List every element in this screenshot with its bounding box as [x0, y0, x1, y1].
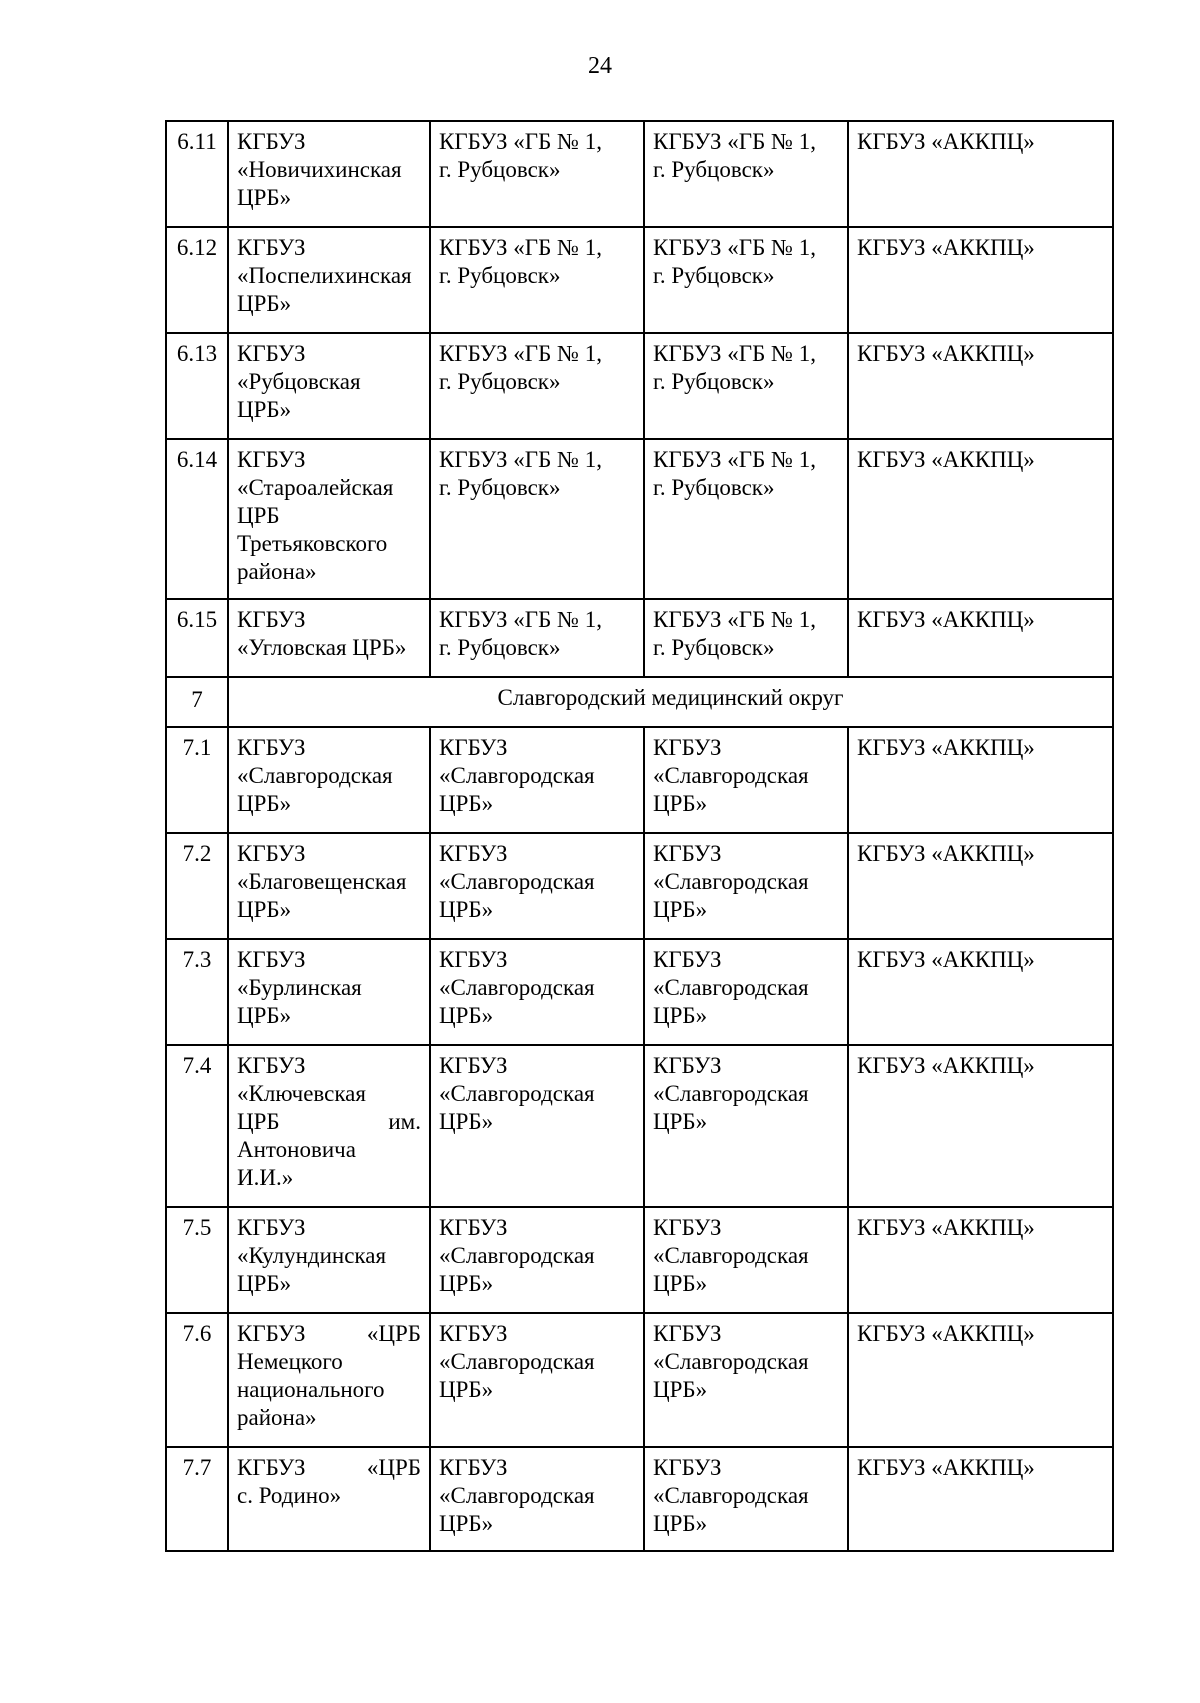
table-row	[166, 439, 1113, 599]
level-2-cell: КГБУЗ «ГБ № 1, г. Рубцовск»	[430, 599, 644, 677]
level-2-cell: КГБУЗ «Славгородская ЦРБ»	[430, 727, 644, 833]
level-3-cell: КГБУЗ «ГБ № 1, г. Рубцовск»	[644, 227, 848, 333]
level-2-cell: КГБУЗ «Славгородская ЦРБ»	[430, 1045, 644, 1207]
level-2-cell: КГБУЗ «Славгородская ЦРБ»	[430, 1313, 644, 1447]
table-row	[166, 121, 1113, 227]
perinatal-center-cell: КГБУЗ «АККПЦ»	[848, 439, 1113, 599]
row-number: 6.15	[166, 599, 228, 677]
table-row	[166, 227, 1113, 333]
table-row	[166, 727, 1113, 833]
level-2-cell: КГБУЗ «Славгородская ЦРБ»	[430, 1207, 644, 1313]
perinatal-center-cell: КГБУЗ «АККПЦ»	[848, 727, 1113, 833]
level-3-cell: КГБУЗ «Славгородская ЦРБ»	[644, 833, 848, 939]
row-number: 7.6	[166, 1313, 228, 1447]
level-3-cell: КГБУЗ «ГБ № 1, г. Рубцовск»	[644, 599, 848, 677]
institution-line: с. Родино»	[237, 1483, 342, 1508]
level-2-cell: КГБУЗ «ГБ № 1, г. Рубцовск»	[430, 439, 644, 599]
institution-cell: КГБУЗ «Благовещенская ЦРБ»	[228, 833, 430, 939]
institution-line: «Ключевская	[237, 1081, 366, 1106]
level-3-cell: КГБУЗ «Славгородская ЦРБ»	[644, 727, 848, 833]
table-row	[166, 333, 1113, 439]
level-3-cell: КГБУЗ «Славгородская ЦРБ»	[644, 1045, 848, 1207]
institution-line: Немецкого	[237, 1349, 343, 1374]
perinatal-center-cell: КГБУЗ «АККПЦ»	[848, 833, 1113, 939]
institution-line: национального	[237, 1377, 385, 1402]
institution-line: ЦРБ им.	[237, 1109, 421, 1134]
row-number: 7.3	[166, 939, 228, 1045]
level-2-cell: КГБУЗ «Славгородская ЦРБ»	[430, 833, 644, 939]
table-row	[166, 833, 1113, 939]
level-2-cell: КГБУЗ «ГБ № 1, г. Рубцовск»	[430, 333, 644, 439]
row-number: 7.2	[166, 833, 228, 939]
institution-cell	[228, 1313, 430, 1447]
institution-cell: КГБУЗ «Угловская ЦРБ»	[228, 599, 430, 677]
row-number: 6.11	[166, 121, 228, 227]
institution-cell: КГБУЗ «Староалейская ЦРБ Третьяковского района»	[228, 439, 430, 599]
perinatal-center-cell: КГБУЗ «АККПЦ»	[848, 333, 1113, 439]
level-2-cell: КГБУЗ «Славгородская ЦРБ»	[430, 939, 644, 1045]
table-row	[166, 1045, 1113, 1207]
institution-cell: КГБУЗ «Рубцовская ЦРБ»	[228, 333, 430, 439]
institution-cell	[228, 1045, 430, 1207]
perinatal-center-cell: КГБУЗ «АККПЦ»	[848, 121, 1113, 227]
page-number: 24	[588, 53, 612, 79]
level-2-cell: КГБУЗ «Славгородская ЦРБ»	[430, 1447, 644, 1551]
institution-cell: КГБУЗ «Славгородская ЦРБ»	[228, 727, 430, 833]
institution-cell: КГБУЗ «Кулундинская ЦРБ»	[228, 1207, 430, 1313]
table-row	[166, 599, 1113, 677]
perinatal-center-cell: КГБУЗ «АККПЦ»	[848, 599, 1113, 677]
level-3-cell: КГБУЗ «Славгородская ЦРБ»	[644, 1207, 848, 1313]
row-number: 7.7	[166, 1447, 228, 1551]
row-number: 7.5	[166, 1207, 228, 1313]
institution-line: Антоновича	[237, 1137, 356, 1162]
perinatal-center-cell: КГБУЗ «АККПЦ»	[848, 1313, 1113, 1447]
table-row	[166, 939, 1113, 1045]
level-3-cell: КГБУЗ «Славгородская ЦРБ»	[644, 1447, 848, 1551]
perinatal-center-cell: КГБУЗ «АККПЦ»	[848, 939, 1113, 1045]
level-3-cell: КГБУЗ «ГБ № 1, г. Рубцовск»	[644, 121, 848, 227]
perinatal-center-cell: КГБУЗ «АККПЦ»	[848, 1207, 1113, 1313]
row-number: 7.4	[166, 1045, 228, 1207]
level-3-cell: КГБУЗ «ГБ № 1, г. Рубцовск»	[644, 439, 848, 599]
institution-line: И.И.»	[237, 1165, 294, 1190]
table-row	[166, 1207, 1113, 1313]
institution-line: КГБУЗ «ЦРБ	[237, 1455, 421, 1480]
row-number: 7.1	[166, 727, 228, 833]
row-number: 6.13	[166, 333, 228, 439]
level-3-cell: КГБУЗ «Славгородская ЦРБ»	[644, 1313, 848, 1447]
institution-cell: КГБУЗ «Новичихинская ЦРБ»	[228, 121, 430, 227]
institution-line: района»	[237, 1405, 317, 1430]
table-row	[166, 1313, 1113, 1447]
institution-line: КГБУЗ «ЦРБ	[237, 1321, 421, 1346]
perinatal-center-cell: КГБУЗ «АККПЦ»	[848, 1447, 1113, 1551]
level-3-cell: КГБУЗ «Славгородская ЦРБ»	[644, 939, 848, 1045]
level-3-cell: КГБУЗ «ГБ № 1, г. Рубцовск»	[644, 333, 848, 439]
institution-cell: КГБУЗ «Бурлинская ЦРБ»	[228, 939, 430, 1045]
level-2-cell: КГБУЗ «ГБ № 1, г. Рубцовск»	[430, 227, 644, 333]
institution-cell	[228, 1447, 430, 1551]
institution-line: КГБУЗ	[237, 1053, 306, 1078]
row-number: 6.12	[166, 227, 228, 333]
district-number: 7	[166, 677, 228, 727]
perinatal-center-cell: КГБУЗ «АККПЦ»	[848, 227, 1113, 333]
level-2-cell: КГБУЗ «ГБ № 1, г. Рубцовск»	[430, 121, 644, 227]
perinatal-center-cell: КГБУЗ «АККПЦ»	[848, 1045, 1113, 1207]
row-number: 6.14	[166, 439, 228, 599]
organizations-table	[165, 120, 1114, 1552]
district-row	[166, 677, 1113, 727]
institution-cell: КГБУЗ «Поспелихинская ЦРБ»	[228, 227, 430, 333]
table-row	[166, 1447, 1113, 1551]
district-title: Славгородский медицинский округ	[228, 677, 1113, 727]
